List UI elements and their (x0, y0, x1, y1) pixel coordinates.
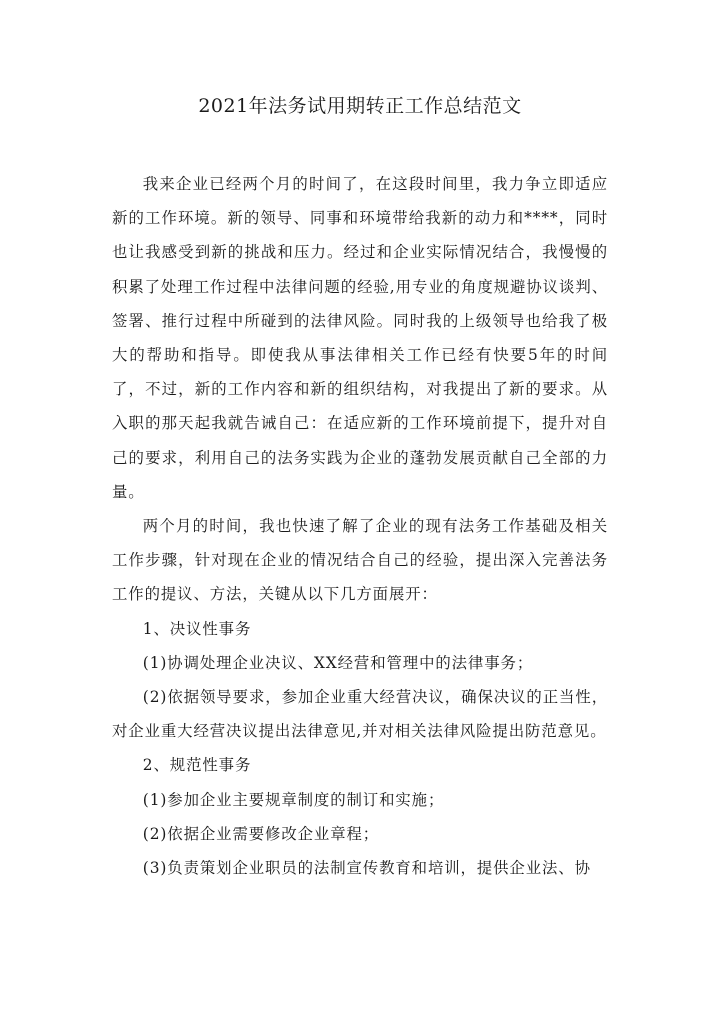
list-item: (1)参加企业主要规章制度的制订和实施； (142, 790, 445, 809)
document-title: 2021年法务试用期转正工作总结范文 (198, 95, 522, 117)
list-item: (2)依据企业需要修改企业章程； (142, 824, 380, 843)
list-item: (2)依据领导要求，参加企业重大经营决议，确保决议的正当性，对企业重大经营决议提出法律意见,并对相关法律风险提出防范意见。 (112, 688, 608, 741)
section-heading-normative: 2、规范性事务 (142, 756, 252, 775)
paragraph-intro: 我来企业已经两个月的时间了，在这段时间里，我力争立即适应新的工作环境。新的领导、同事和环境带给我新的动力和****，同时也让我感受到新的挑战和压力。经过和企业实际情况结合，我慢慢的积累了处理工作过程中法律问题的经验,用专业的角度规避协议谈判、签署、推行过程中所碰到的法律风险。同时我的上级领导也给我了极大的帮助和指导。即使我从事法律相关工作已经有快要5年的时间了，不过，新的工作内容和新的组织结构，对我提出了新的要求。从入职的那天起我就告诫自己：在适应新的工作环境前提下，提升对自己的要求，利用自己的法务实践为企业的蓬勃发展贡献自己全部的力量。 (112, 175, 608, 501)
list-item: (3)负责策划企业职员的法制宣传教育和培训，提供企业法、协 (142, 859, 591, 878)
list-item: (1)协调处理企业决议、XX经营和管理中的法律事务； (142, 653, 534, 672)
document-body (112, 167, 608, 885)
section-heading-decision: 1、决议性事务 (142, 619, 252, 638)
paragraph-overview: 两个月的时间，我也快速了解了企业的现有法务工作基础及相关工作步骤，针对现在企业的情况结合自己的经验，提出深入完善法务工作的提议、方法，关键从以下几方面展开： (112, 517, 608, 604)
